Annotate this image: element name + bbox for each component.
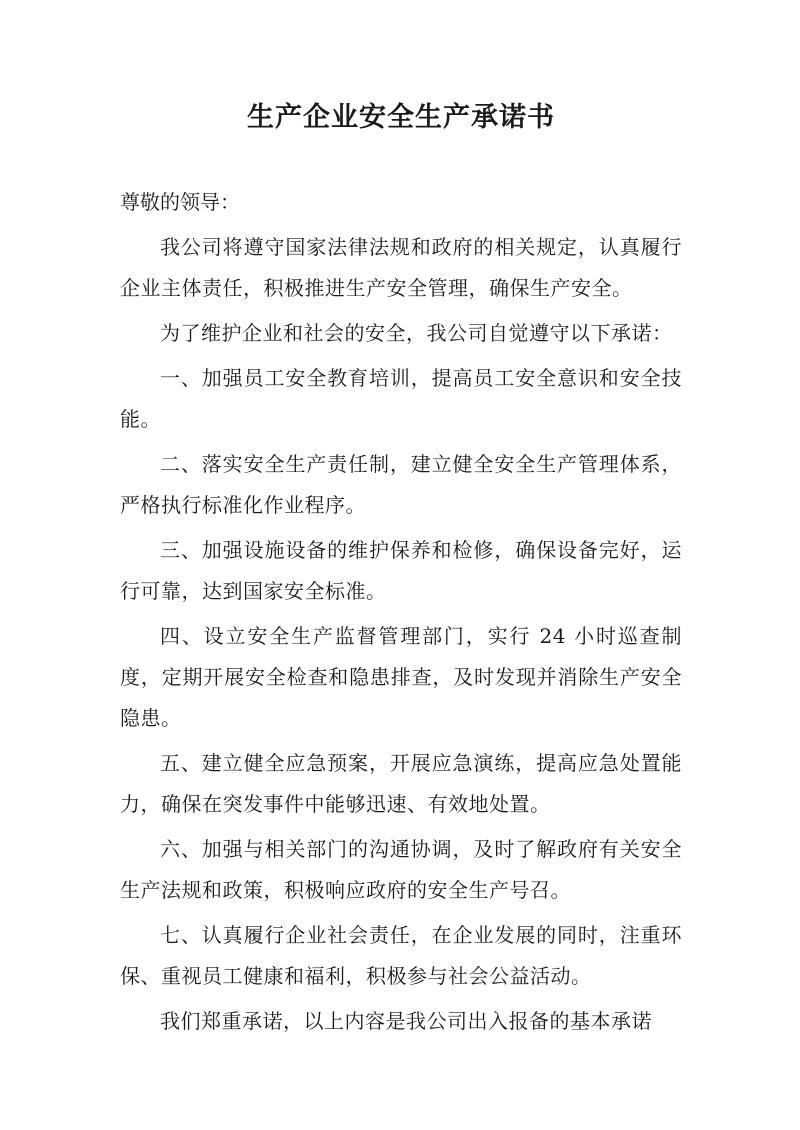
commitment-item-5: 五、建立健全应急预案，开展应急演练，提高应急处置能力，确保在突发事件中能够迅速、有效地处置。 — [120, 751, 682, 816]
document-title: 生产企业安全生产承诺书 — [247, 102, 555, 133]
commitment-item-3: 三、加强设施设备的维护保养和检修，确保设备完好，运行可靠，达到国家安全标准。 — [120, 538, 682, 603]
commitment-item-2: 二、落实安全生产责任制，建立健全安全生产管理体系，严格执行标准化作业程序。 — [120, 452, 682, 517]
salutation: 尊敬的领导： — [120, 190, 240, 214]
paragraph-commitment-lead: 为了维护企业和社会的安全，我公司自觉遵守以下承诺： — [160, 321, 673, 345]
commitment-item-7: 七、认真履行企业社会责任，在企业发展的同时，注重环保、重视员工健康和福利，积极参与社会公益活动。 — [120, 923, 682, 988]
commitment-item-6: 六、加强与相关部门的沟通协调，及时了解政府有关安全生产法规和政策，积极响应政府的安全生产号召。 — [120, 837, 682, 902]
commitment-item-1: 一、加强员工安全教育培训，提高员工安全意识和安全技能。 — [120, 366, 682, 431]
paragraph-intro: 我公司将遵守国家法律法规和政府的相关规定，认真履行企业主体责任，积极推进生产安全管理，确保生产安全。 — [120, 235, 682, 300]
commitment-item-4: 四、设立安全生产监督管理部门，实行 24 小时巡查制度，定期开展安全检查和隐患排查，及时发现并消除生产安全隐患。 — [120, 624, 682, 730]
closing-statement: 我们郑重承诺，以上内容是我公司出入报备的基本承诺 — [160, 1009, 652, 1033]
